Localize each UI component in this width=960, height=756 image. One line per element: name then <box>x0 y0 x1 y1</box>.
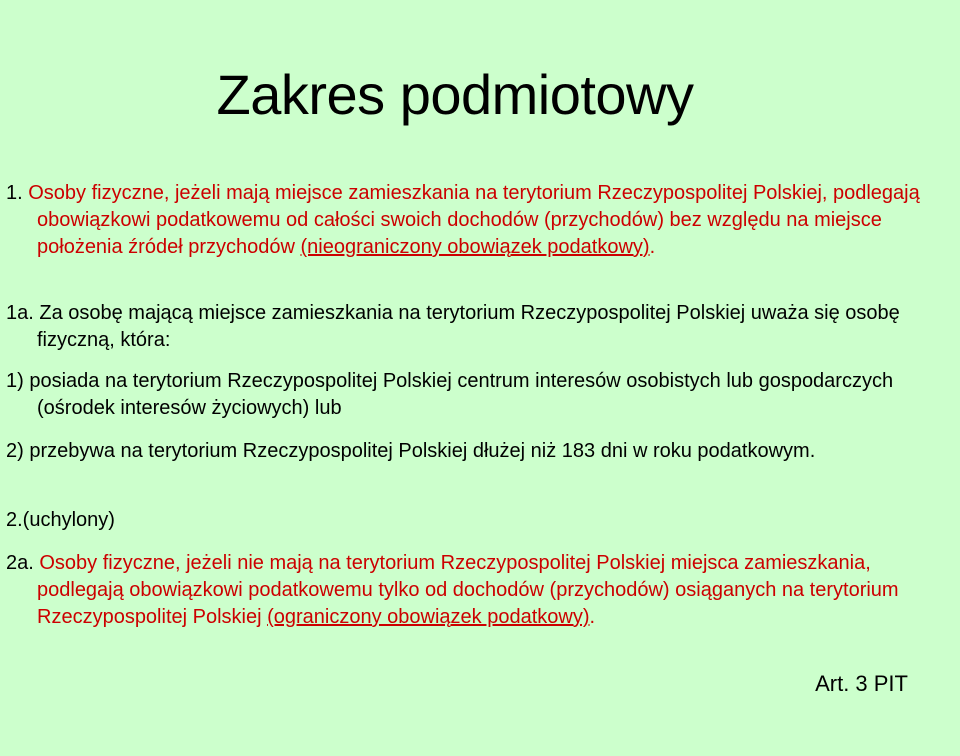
paragraph-1-text: Osoby fizyczne, jeżeli mają miejsce zamieszkania na terytorium Rzeczypospolitej Polskiej, podlegają obowiązkowi podatkowemu od całości swoich dochodów (przychodów) bez względu na miejsce położenia źródeł przychodów <box>28 182 920 258</box>
paragraph-2a-emphasis: (ograniczony obowiązek podatkowy) <box>267 606 590 628</box>
paragraph-1-emphasis: (nieograniczony obowiązek podatkowy) <box>300 236 650 258</box>
paragraph-1 <box>6 180 957 261</box>
paragraph-1-end: . <box>649 236 656 258</box>
paragraph-2a <box>6 550 957 631</box>
paragraph-2a-end: . <box>589 606 596 628</box>
paragraph-1a-number: 1a. <box>6 302 40 324</box>
legal-reference: Art. 3 PIT <box>815 671 908 696</box>
paragraph-1a-text: Za osobę mającą miejsce zamieszkania na terytorium Rzeczypospolitej Polskiej uważa się osobę fizyczną, która: <box>37 302 900 351</box>
paragraph-2a-text: Osoby fizyczne, jeżeli nie mają na terytorium Rzeczypospolitej Polskiej miejsca zamieszkania, podlegają obowiązkowi podatkowemu tylko od dochodów (przychodów) osiąganych na terytorium Rzeczypospolitej Polskiej <box>37 552 899 628</box>
paragraph-1a <box>6 300 957 354</box>
slide-title: Zakres podmiotowy <box>216 63 694 126</box>
paragraph-1a-point-1: 1) posiada na terytorium Rzeczypospolitej Polskiej centrum interesów osobistych lub gospodarczych (ośrodek interesów życiowych) lub <box>6 370 894 419</box>
paragraph-1-number: 1. <box>6 182 29 204</box>
paragraph-2: 2.(uchylony) <box>6 509 115 531</box>
paragraph-2a-number: 2a. <box>6 552 40 574</box>
paragraph-1a-point-2: 2) przebywa na terytorium Rzeczypospolitej Polskiej dłużej niż 183 dni w roku podatkowym. <box>6 440 816 462</box>
